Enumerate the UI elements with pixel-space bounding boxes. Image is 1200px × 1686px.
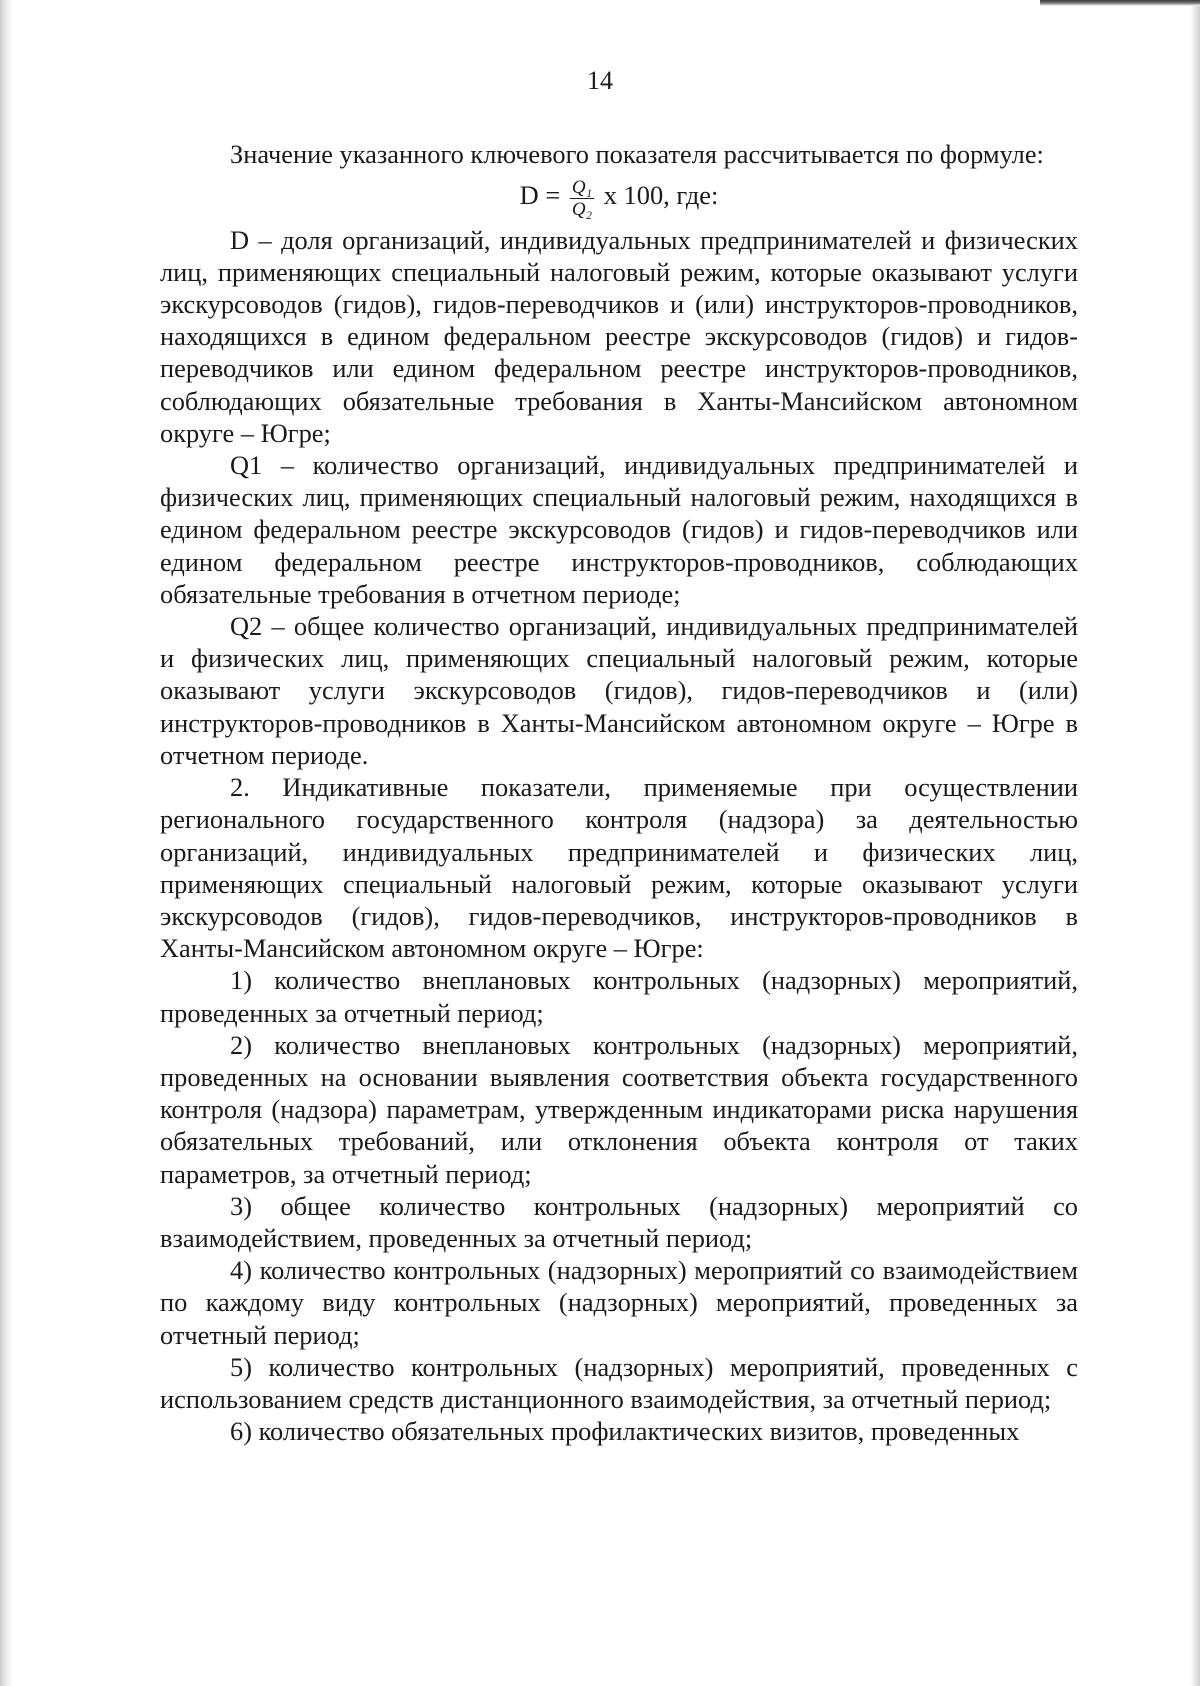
intro-paragraph: Значение указанного ключевого показателя рассчитывается по формуле: [230, 139, 1044, 169]
list-item-6: 6) количество обязательных профилактических визитов, проведенных [230, 1416, 1020, 1447]
formula-denominator: Q₂ [571, 198, 593, 220]
document-body [160, 138, 1078, 1447]
scan-edge-top [1040, 0, 1200, 6]
list-item-5: 5) количество контрольных (надзорных) мероприятий, проведенных с использованием средств дистанционного взаимодействия, за отчетный период; [160, 1351, 1078, 1414]
definition-d: D – доля организаций, индивидуальных предпринимателей и физических лиц, применяющих специальный налоговый режим, которые оказывают услуги экскурсоводов (гидов), гидов-переводчиков и (или) инструкторов-проводников, находящихся в едином федеральном реестре экскурсоводов (гидов) и гидов-переводчиков или едином федеральном реестре инструкторов-проводников, соблюдающих обязательные требования в Ханты-Мансийском автономном округе – Югре; [160, 224, 1078, 448]
formula-fraction [570, 177, 594, 220]
definition-q1: Q1 – количество организаций, индивидуальных предпринимателей и физических лиц, применяющих специальный налоговый режим, находящихся в едином федеральном реестре экскурсоводов (гидов) и гидов-переводчиков или едином федеральном реестре инструкторов-проводников, соблюдающих обязательные требования в отчетном периоде; [160, 450, 1078, 609]
list-item-3: 3) общее количество контрольных (надзорных) мероприятий со взаимодействием, проведенных за отчетный период; [160, 1190, 1078, 1253]
page-number: 14 [587, 66, 613, 95]
formula-rhs: x 100, где: [603, 180, 719, 211]
list-item-4: 4) количество контрольных (надзорных) мероприятий со взаимодействием по каждому виду контрольных (надзорных) мероприятий, проведенных за отчетный период; [160, 1255, 1078, 1350]
list-item-1: 1) количество внеплановых контрольных (надзорных) мероприятий, проведенных за отчетный период; [160, 965, 1078, 1028]
definition-q2: Q2 – общее количество организаций, индивидуальных предпринимателей и физических лиц, применяющих специальный налоговый режим, которые оказывают услуги экскурсоводов (гидов), гидов-переводчиков и (или) инструкторов-проводников в Ханты-Мансийском автономном округе – Югре в отчетном периоде. [160, 611, 1078, 770]
scan-edge-left [0, 0, 14, 1686]
formula-numerator: Q₁ [571, 176, 593, 198]
formula-lhs: D = [519, 180, 561, 211]
formula [160, 170, 1078, 223]
section-2-heading: 2. Индикативные показатели, применяемые при осуществлении регионального государственного контроля (надзора) за деятельностью организаций, индивидуальных предпринимателей и физических лиц, применяющих специальный налоговый режим, которые оказывают услуги экскурсоводов (гидов), гидов-переводчиков, инструкторов-проводников в Ханты-Мансийском автономном округе – Югре: [160, 772, 1078, 964]
scan-edge-right [1190, 0, 1200, 1686]
list-item-2: 2) количество внеплановых контрольных (надзорных) мероприятий, проведенных на основании выявления соответствия объекта государственного контроля (надзора) параметрам, утвержденным индикаторами риска нарушения обязательных требований, или отклонения объекта контроля от таких параметров, за отчетный период; [160, 1029, 1078, 1189]
